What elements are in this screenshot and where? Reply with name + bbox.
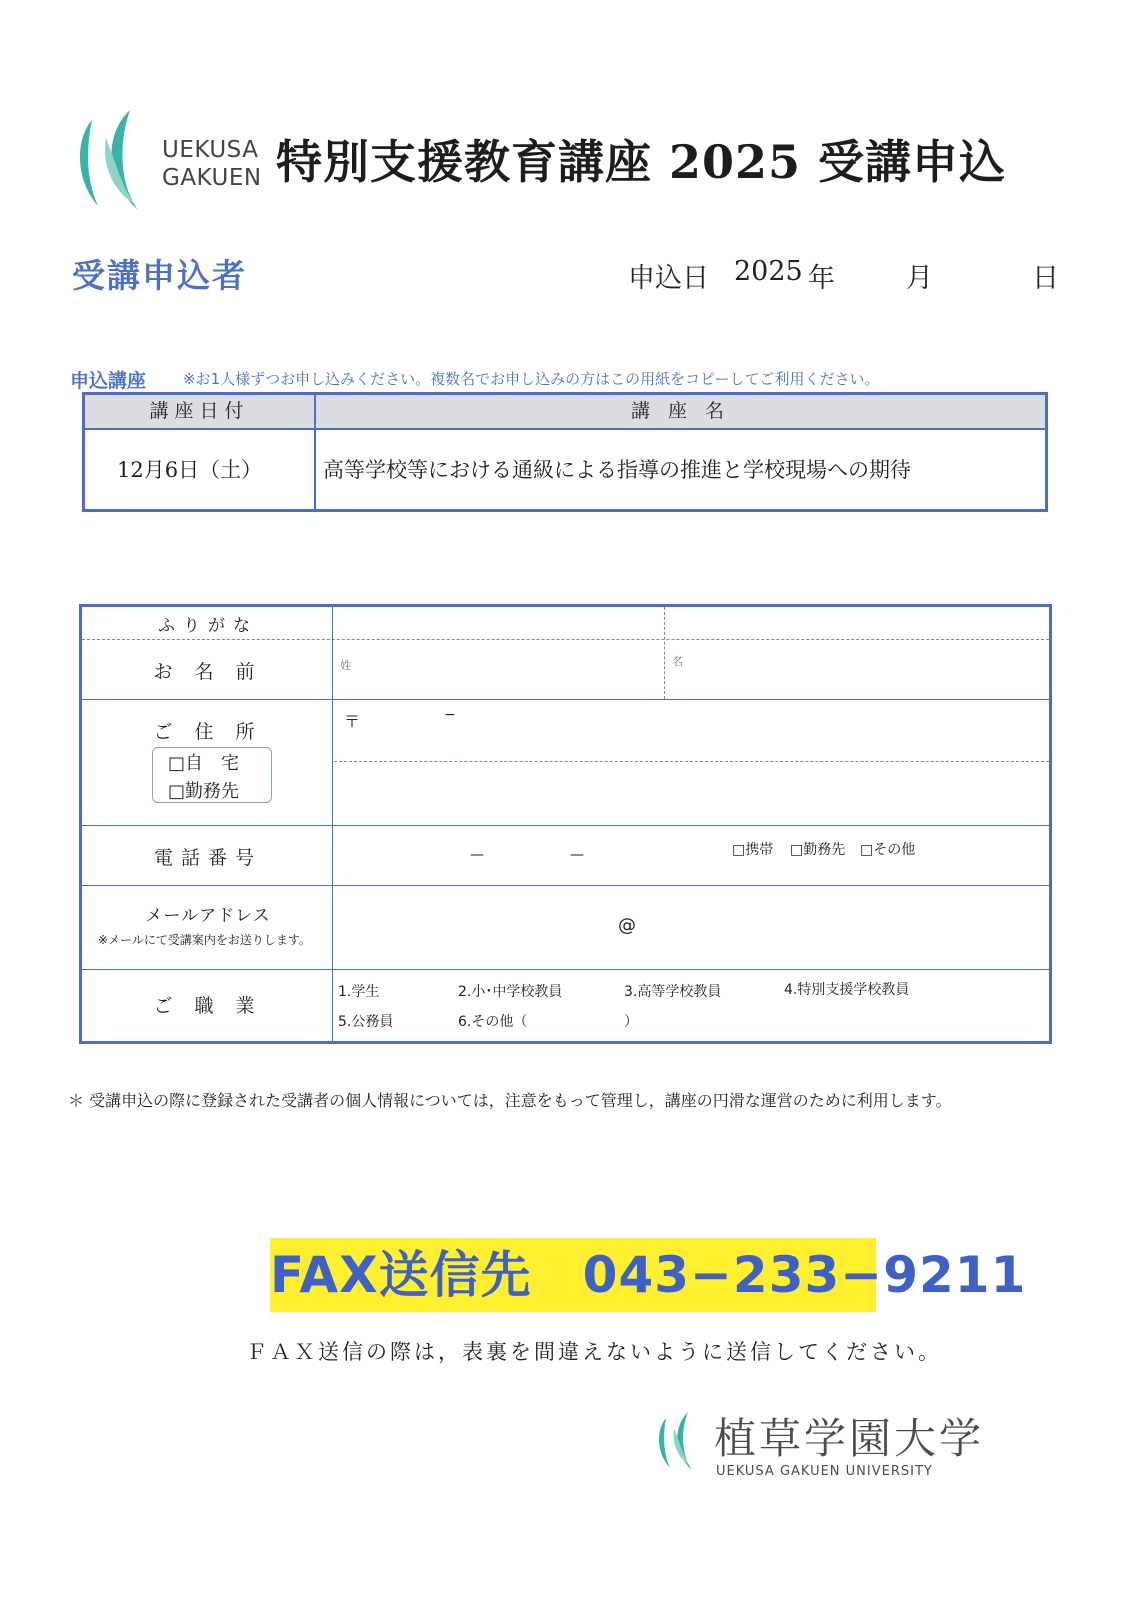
fax-number: FAX送信先 043−233−9211 bbox=[270, 1246, 1027, 1304]
date-year-unit: 年 bbox=[808, 263, 835, 294]
occupation-other-close: ） bbox=[624, 1014, 638, 1030]
occupation-highschool-teacher[interactable]: 3.高等学校教員 bbox=[624, 984, 722, 1000]
privacy-note: ＊ 受講申込の際に登録された受講者の個人情報については，注意をもって管理し，講座の円滑な運営のために利用します。 bbox=[68, 1091, 952, 1110]
occupation-other[interactable]: 6.その他（ bbox=[458, 1014, 528, 1030]
application-date bbox=[628, 256, 1060, 296]
col-course-date: 講座日付 bbox=[149, 400, 250, 422]
col-course-name: 講 座 名 bbox=[630, 400, 731, 422]
university-name: 植草学園大学 bbox=[714, 1414, 985, 1463]
course-table bbox=[82, 392, 1048, 512]
date-month-unit[interactable]: 月 bbox=[906, 263, 933, 294]
address-field[interactable] bbox=[336, 763, 1048, 823]
given-name-hint: 名 bbox=[672, 655, 683, 668]
phone-dash-1: — bbox=[470, 847, 484, 863]
name-label: お 名 前 bbox=[153, 661, 263, 683]
occupation-civil-servant[interactable]: 5.公務員 bbox=[338, 1014, 394, 1030]
date-day-unit[interactable]: 日 bbox=[1032, 263, 1059, 294]
course-section-label: 申込講座 bbox=[70, 370, 147, 392]
applicant-form bbox=[79, 604, 1052, 1044]
phone-other-checkbox[interactable]: □その他 bbox=[860, 842, 916, 858]
surname-field[interactable] bbox=[336, 641, 662, 697]
logo-wordmark bbox=[162, 136, 272, 192]
uekusa-logo-mark bbox=[72, 108, 152, 214]
furigana-surname-field[interactable] bbox=[336, 607, 662, 639]
date-year: 2025 bbox=[734, 256, 803, 287]
postal-mark: 〒 bbox=[344, 712, 361, 731]
given-name-field[interactable] bbox=[668, 641, 1048, 697]
occupation-label: ご 職 業 bbox=[153, 995, 263, 1017]
occupation-elementary-teacher[interactable]: 2.小･中学校教員 bbox=[458, 984, 563, 1000]
furigana-given-field[interactable] bbox=[668, 607, 1048, 639]
university-logo-mark bbox=[654, 1410, 700, 1472]
occupation-student[interactable]: 1.学生 bbox=[338, 984, 380, 1000]
email-field[interactable] bbox=[336, 887, 1048, 967]
email-at-sign: @ bbox=[618, 915, 636, 936]
phone-dash-2: — bbox=[570, 847, 584, 863]
phone-label: 電話番号 bbox=[153, 847, 262, 869]
logo-text-line1: UEKUSA bbox=[162, 137, 259, 163]
postal-code-field[interactable] bbox=[336, 701, 1048, 759]
furigana-label: ふりがな bbox=[158, 616, 258, 636]
address-label: ご 住 所 bbox=[153, 721, 263, 743]
university-name-english: UEKUSA GAKUEN UNIVERSITY bbox=[716, 1464, 933, 1479]
surname-hint: 姓 bbox=[340, 659, 351, 672]
phone-mobile-checkbox[interactable]: □携帯 bbox=[732, 842, 774, 858]
occupation-special-school-teacher[interactable]: 4.特別支援学校教員 bbox=[784, 982, 910, 998]
postal-dash: − bbox=[444, 707, 456, 723]
course-date: 12月6日（土） bbox=[117, 458, 263, 482]
phone-work-checkbox[interactable]: □勤務先 bbox=[790, 842, 846, 858]
fax-note: ＦＡＸ送信の際は，表裏を間違えないように送信してください。 bbox=[246, 1340, 942, 1364]
address-home-checkbox[interactable]: □自 宅 bbox=[168, 753, 240, 774]
logo-text-line2: GAKUEN bbox=[162, 165, 262, 191]
date-label: 申込日 bbox=[628, 263, 709, 294]
phone-field[interactable] bbox=[336, 827, 1048, 883]
applicant-heading: 受講申込者 bbox=[72, 256, 247, 295]
email-note: ※メールにて受講案内をお送りします。 bbox=[98, 933, 311, 947]
email-label: メールアドレス bbox=[145, 906, 271, 926]
address-work-checkbox[interactable]: □勤務先 bbox=[168, 781, 240, 802]
course-name: 高等学校等における通級による指導の推進と学校現場への期待 bbox=[323, 458, 911, 482]
document-title: 特別支援教育講座 2025 受講申込 bbox=[276, 135, 1007, 189]
course-note: ※お1人様ずつお申し込みください。複数名でお申し込みの方はこの用紙をコピーしてご利用ください。 bbox=[183, 370, 880, 388]
